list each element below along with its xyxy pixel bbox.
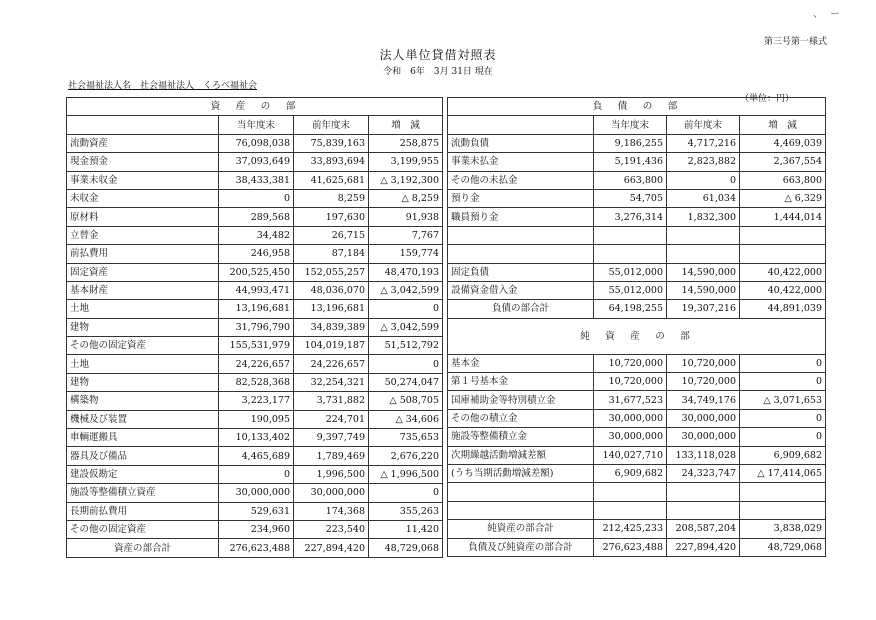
change-value: △ 3,042,599 [369, 318, 443, 336]
current-value: 234,960 [219, 520, 294, 538]
asset-row [67, 263, 443, 281]
change-value: 44,891,039 [740, 300, 826, 318]
asset-row [67, 465, 443, 483]
previous-value: 224,701 [294, 410, 369, 428]
liability-row [448, 263, 826, 281]
row-label: 器具及び備品 [67, 447, 219, 465]
change-value: 0 [740, 354, 826, 372]
change-value: 6,909,682 [740, 446, 826, 464]
change-value: 48,470,193 [369, 263, 443, 281]
change-value: △ 3,042,599 [369, 281, 443, 299]
current-value: 76,098,038 [219, 134, 294, 152]
liabilities-net-assets-table [447, 97, 826, 557]
asset-row [67, 392, 443, 410]
current-value: 212,425,233 [594, 520, 667, 538]
current-value: 82,528,368 [219, 373, 294, 391]
row-label: 車輌運搬具 [67, 429, 219, 447]
change-value: 355,263 [369, 502, 443, 520]
liability-row [448, 153, 826, 171]
row-label: 設備資金借入金 [448, 281, 594, 299]
asset-row [67, 226, 443, 244]
current-value: 55,012,000 [594, 263, 667, 281]
net-asset-row [448, 428, 826, 446]
asset-row [67, 134, 443, 152]
assets-table [66, 97, 443, 558]
previous-value: 32,254,321 [294, 373, 369, 391]
change-value: 159,774 [369, 245, 443, 263]
change-value: △ 17,414,065 [740, 465, 826, 483]
net-assets-total-row [448, 520, 826, 538]
as-of-date: 令和 6年 3月 31日 現在 [383, 67, 493, 77]
liability-row [448, 281, 826, 299]
asset-row [67, 447, 443, 465]
empty-cell [594, 501, 667, 519]
change-value: 0 [740, 373, 826, 391]
liability-row [448, 189, 826, 207]
previous-value: 9,397,749 [294, 429, 369, 447]
document-title: 法人単位貸借対照表 [379, 48, 497, 62]
change-value: 50,274,047 [369, 373, 443, 391]
change-value: 0 [740, 428, 826, 446]
assets-section-header: 資 産 の 部 [67, 98, 443, 116]
asset-row [67, 502, 443, 520]
row-label: 流動資産 [67, 134, 219, 152]
row-label: (うち当期活動増減差額) [448, 465, 594, 483]
previous-value: 227,894,420 [294, 539, 369, 557]
previous-value: 227,894,420 [667, 538, 740, 556]
current-value: 6,909,682 [594, 465, 667, 483]
assets-col-change: 増 減 [369, 116, 443, 134]
change-value: △ 1,996,500 [369, 465, 443, 483]
current-value: 55,012,000 [594, 281, 667, 299]
assets-total-row [67, 539, 443, 557]
liabilities-section-header: 負 債 の 部 [448, 98, 826, 116]
current-value: 140,027,710 [594, 446, 667, 464]
current-value: 10,720,000 [594, 373, 667, 391]
previous-value: 33,893,694 [294, 153, 369, 171]
change-value: 2,367,554 [740, 153, 826, 171]
change-value: 0 [369, 355, 443, 373]
change-value: 2,676,220 [369, 447, 443, 465]
row-label: 預り金 [448, 189, 594, 207]
empty-cell [594, 226, 667, 244]
empty-cell [667, 226, 740, 244]
change-value: 3,199,955 [369, 153, 443, 171]
previous-value: 197,630 [294, 208, 369, 226]
current-value: 30,000,000 [219, 484, 294, 502]
change-value: 1,444,014 [740, 208, 826, 226]
previous-value: 30,000,000 [294, 484, 369, 502]
empty-cell [448, 483, 594, 501]
change-value: △ 3,071,653 [740, 391, 826, 409]
change-value: 3,838,029 [740, 520, 826, 538]
previous-value: 75,839,163 [294, 134, 369, 152]
assets-header-blank [67, 116, 219, 134]
empty-cell [740, 483, 826, 501]
asset-row [67, 208, 443, 226]
row-label: 固定資産 [67, 263, 219, 281]
previous-value: 104,019,187 [294, 337, 369, 355]
empty-cell [667, 245, 740, 263]
change-value: △ 34,606 [369, 410, 443, 428]
previous-value: 8,259 [294, 189, 369, 207]
liability-row [448, 171, 826, 189]
row-label: 施設等整備積立金 [448, 428, 594, 446]
current-value: 44,993,471 [219, 281, 294, 299]
change-value: 51,512,792 [369, 337, 443, 355]
row-label: 構築物 [67, 392, 219, 410]
liability-blank-row [448, 226, 826, 244]
change-value: 735,653 [369, 429, 443, 447]
row-label: 土地 [67, 300, 219, 318]
corner-mark: 、 ー [813, 9, 843, 20]
row-label: 原材料 [67, 208, 219, 226]
previous-value: 133,118,028 [667, 446, 740, 464]
row-label: 固定負債 [448, 263, 594, 281]
asset-row [67, 337, 443, 355]
net-asset-blank-row [448, 483, 826, 501]
net-asset-row [448, 373, 826, 391]
liability-row [448, 208, 826, 226]
previous-value: 30,000,000 [667, 428, 740, 446]
liabilities-col-change: 増 減 [740, 116, 826, 134]
change-value: 0 [740, 409, 826, 427]
previous-value: 87,184 [294, 245, 369, 263]
row-label: その他の積立金 [448, 409, 594, 427]
previous-value: 13,196,681 [294, 300, 369, 318]
asset-row [67, 520, 443, 538]
change-value: △ 6,329 [740, 189, 826, 207]
current-value: 37,093,649 [219, 153, 294, 171]
change-value: 0 [369, 484, 443, 502]
current-value: 289,568 [219, 208, 294, 226]
change-value: 258,875 [369, 134, 443, 152]
current-value: 3,223,177 [219, 392, 294, 410]
row-label: その他の固定資産 [67, 337, 219, 355]
liability-blank-row [448, 245, 826, 263]
row-label: 第１号基本金 [448, 373, 594, 391]
empty-cell [740, 245, 826, 263]
asset-row [67, 318, 443, 336]
current-value: 190,095 [219, 410, 294, 428]
current-value: 529,631 [219, 502, 294, 520]
row-label: 負債及び純資産の部合計 [448, 538, 594, 556]
row-label: 純資産の部合計 [448, 520, 594, 538]
row-label: 建物 [67, 373, 219, 391]
asset-row [67, 189, 443, 207]
previous-value: 2,823,882 [667, 153, 740, 171]
change-value: 4,469,039 [740, 134, 826, 152]
current-value: 0 [219, 189, 294, 207]
row-label: 職員預り金 [448, 208, 594, 226]
asset-row [67, 153, 443, 171]
current-value: 276,623,488 [594, 538, 667, 556]
row-label: 資産の部合計 [67, 539, 219, 557]
empty-cell [667, 483, 740, 501]
previous-value: 41,625,681 [294, 171, 369, 189]
previous-value: 223,540 [294, 520, 369, 538]
previous-value: 34,839,389 [294, 318, 369, 336]
previous-value: 208,587,204 [667, 520, 740, 538]
current-value: 24,226,657 [219, 355, 294, 373]
net-assets-header-row [448, 318, 826, 354]
row-label: 流動負債 [448, 134, 594, 152]
row-label: 前払費用 [67, 245, 219, 263]
previous-value: 0 [667, 171, 740, 189]
previous-value: 174,368 [294, 502, 369, 520]
current-value: 13,196,681 [219, 300, 294, 318]
asset-row [67, 373, 443, 391]
previous-value: 14,590,000 [667, 281, 740, 299]
previous-value: 10,720,000 [667, 354, 740, 372]
liabilities-col-current: 当年度末 [594, 116, 667, 134]
row-label: 基本金 [448, 354, 594, 372]
change-value: 11,420 [369, 520, 443, 538]
row-label: 立替金 [67, 226, 219, 244]
previous-value: 1,789,469 [294, 447, 369, 465]
row-label: 長期前払費用 [67, 502, 219, 520]
change-value: 48,729,068 [740, 538, 826, 556]
current-value: 4,465,689 [219, 447, 294, 465]
current-value: 276,623,488 [219, 539, 294, 557]
change-value: 7,767 [369, 226, 443, 244]
current-value: 5,191,436 [594, 153, 667, 171]
current-value: 10,720,000 [594, 354, 667, 372]
empty-cell [740, 226, 826, 244]
current-value: 155,531,979 [219, 337, 294, 355]
change-value: 48,729,068 [369, 539, 443, 557]
net-asset-row [448, 446, 826, 464]
asset-row [67, 281, 443, 299]
current-value: 31,796,790 [219, 318, 294, 336]
row-label: 事業未払金 [448, 153, 594, 171]
change-value: 0 [369, 300, 443, 318]
current-value: 10,133,402 [219, 429, 294, 447]
corporation-name: 社会福祉法人名 社会福祉法人 くろべ福祉会 [68, 81, 258, 91]
row-label: 現金預金 [67, 153, 219, 171]
previous-value: 1,832,300 [667, 208, 740, 226]
assets-col-current: 当年度末 [219, 116, 294, 134]
current-value: 0 [219, 465, 294, 483]
liabilities-total-row [448, 300, 826, 318]
previous-value: 3,731,882 [294, 392, 369, 410]
change-value: △ 8,259 [369, 189, 443, 207]
row-label: 機械及び装置 [67, 410, 219, 428]
current-value: 3,276,314 [594, 208, 667, 226]
current-value: 38,433,381 [219, 171, 294, 189]
previous-value: 152,055,257 [294, 263, 369, 281]
asset-row [67, 484, 443, 502]
change-value: △ 3,192,300 [369, 171, 443, 189]
asset-row [67, 245, 443, 263]
row-label: 建設仮勘定 [67, 465, 219, 483]
empty-cell [594, 245, 667, 263]
row-label: 未収金 [67, 189, 219, 207]
row-label: 負債の部合計 [448, 300, 594, 318]
empty-cell [448, 245, 594, 263]
previous-value: 34,749,176 [667, 391, 740, 409]
previous-value: 30,000,000 [667, 409, 740, 427]
unit-note: （単位：円） [740, 94, 795, 104]
change-value: 663,800 [740, 171, 826, 189]
row-label: その他の固定資産 [67, 520, 219, 538]
current-value: 200,525,450 [219, 263, 294, 281]
net-assets-section-header: 純 資 産 の 部 [448, 318, 826, 354]
row-label: 施設等整備積立資産 [67, 484, 219, 502]
current-value: 64,198,255 [594, 300, 667, 318]
current-value: 30,000,000 [594, 409, 667, 427]
net-asset-row [448, 409, 826, 427]
row-label: 建物 [67, 318, 219, 336]
previous-value: 26,715 [294, 226, 369, 244]
previous-value: 4,717,216 [667, 134, 740, 152]
current-value: 663,800 [594, 171, 667, 189]
form-number: 第三号第一様式 [764, 37, 828, 47]
current-value: 30,000,000 [594, 428, 667, 446]
net-asset-blank-row [448, 501, 826, 519]
previous-value: 1,996,500 [294, 465, 369, 483]
change-value: 40,422,000 [740, 281, 826, 299]
previous-value: 10,720,000 [667, 373, 740, 391]
asset-row [67, 410, 443, 428]
net-asset-row [448, 391, 826, 409]
previous-value: 24,226,657 [294, 355, 369, 373]
asset-row [67, 429, 443, 447]
row-label: 国庫補助金等特別積立金 [448, 391, 594, 409]
row-label: 次期繰越活動増減差額 [448, 446, 594, 464]
current-value: 31,677,523 [594, 391, 667, 409]
empty-cell [740, 501, 826, 519]
liabilities-col-previous: 前年度末 [667, 116, 740, 134]
grand-total-row [448, 538, 826, 556]
empty-cell [594, 483, 667, 501]
previous-value: 14,590,000 [667, 263, 740, 281]
row-label: 土地 [67, 355, 219, 373]
previous-value: 48,036,070 [294, 281, 369, 299]
empty-cell [448, 226, 594, 244]
row-label: 基本財産 [67, 281, 219, 299]
current-value: 9,186,255 [594, 134, 667, 152]
change-value: △ 508,705 [369, 392, 443, 410]
empty-cell [448, 501, 594, 519]
assets-col-previous: 前年度末 [294, 116, 369, 134]
current-value: 246,958 [219, 245, 294, 263]
previous-value: 24,323,747 [667, 465, 740, 483]
current-value: 54,705 [594, 189, 667, 207]
row-label: その他の未払金 [448, 171, 594, 189]
asset-row [67, 300, 443, 318]
asset-row [67, 171, 443, 189]
current-value: 34,482 [219, 226, 294, 244]
change-value: 40,422,000 [740, 263, 826, 281]
previous-value: 19,307,216 [667, 300, 740, 318]
net-asset-row [448, 354, 826, 372]
change-value: 91,938 [369, 208, 443, 226]
liability-row [448, 134, 826, 152]
asset-row [67, 355, 443, 373]
liabilities-header-blank [448, 116, 594, 134]
net-asset-row [448, 465, 826, 483]
previous-value: 61,034 [667, 189, 740, 207]
empty-cell [667, 501, 740, 519]
row-label: 事業未収金 [67, 171, 219, 189]
